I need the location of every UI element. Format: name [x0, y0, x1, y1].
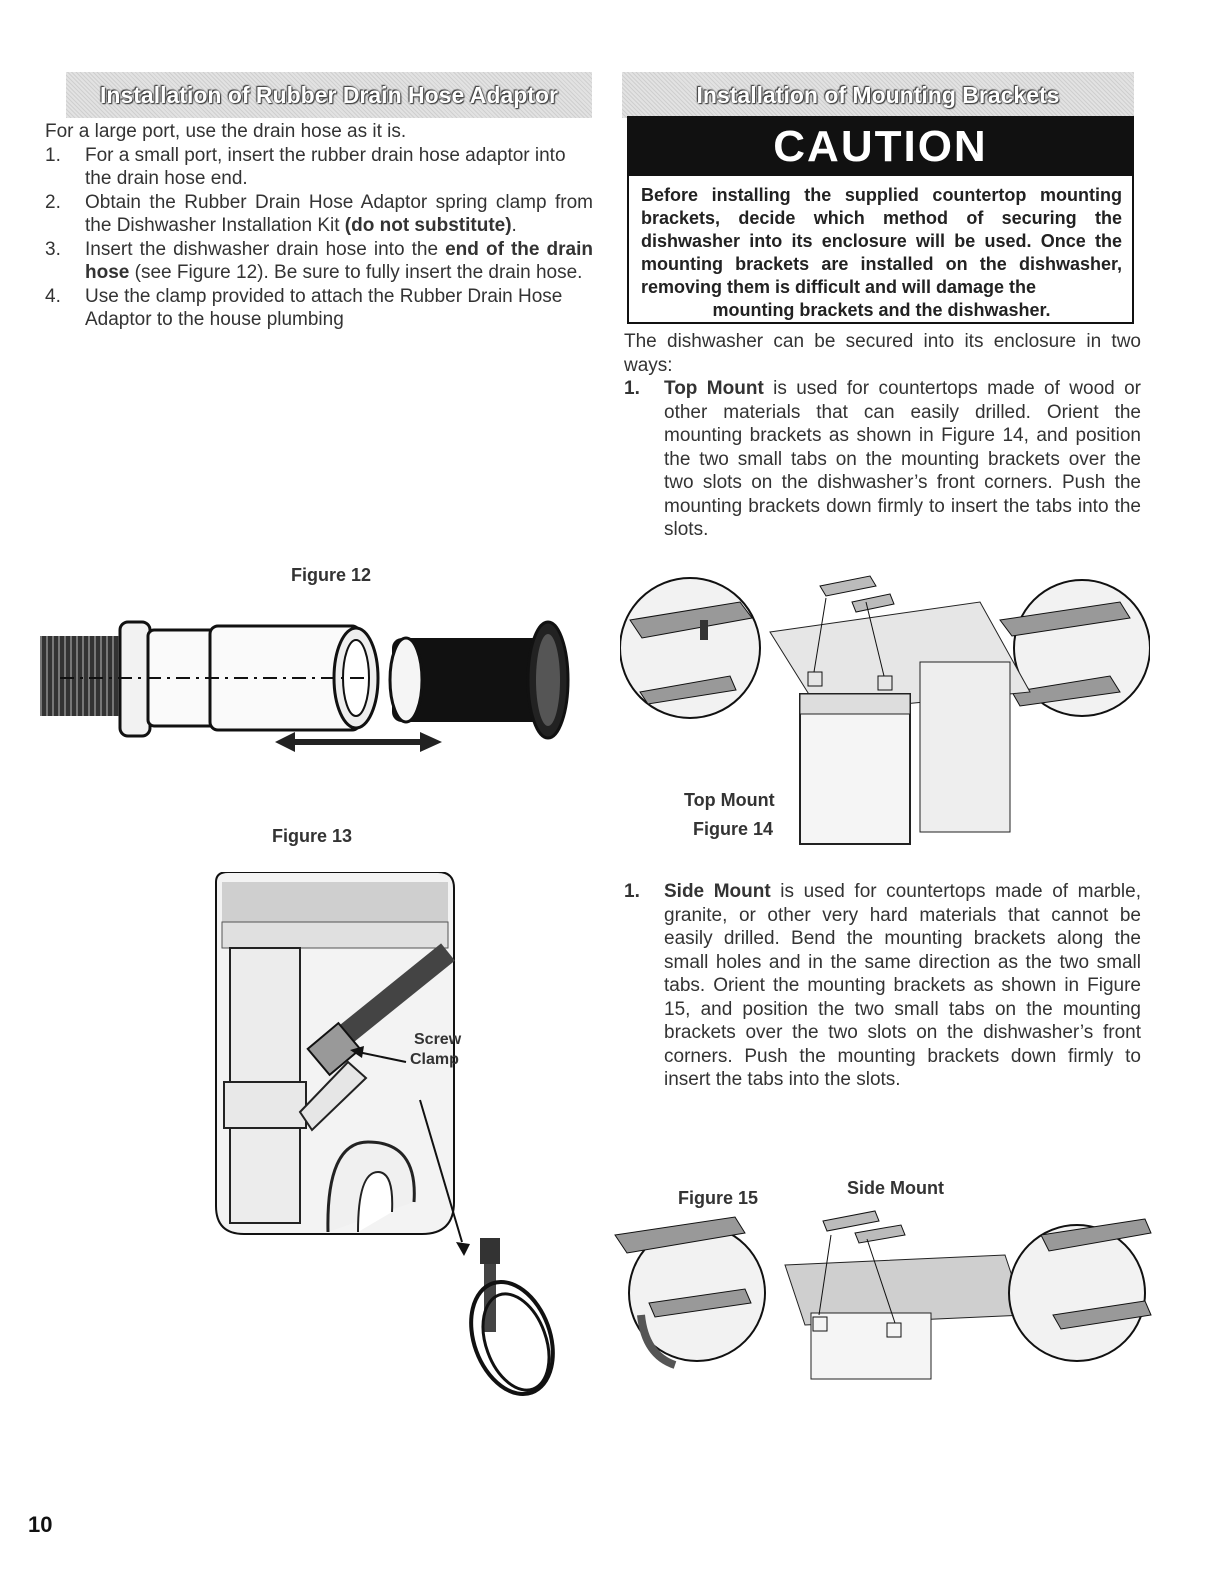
step-text-bold: end of the drain hose — [85, 238, 594, 283]
drain-steps-list — [45, 144, 593, 332]
figure-15-illustration — [605, 1205, 1155, 1380]
clamp-label-line: Clamp — [410, 1051, 459, 1068]
step-number: 1. — [624, 378, 640, 399]
figure-15-label: Figure 15 — [678, 1188, 759, 1208]
caution-last-line: mounting brackets and the dishwasher. — [712, 300, 1051, 320]
step-text: For a small port, insert the rubber drain hose adaptor into the drain hose end. — [85, 144, 566, 189]
screw-clamp-label — [410, 1030, 461, 1070]
intro-text: For a large port, use the drain hose as it is. — [45, 121, 407, 142]
caution-body: Before installing the supplied countertop mounting brackets, decide which method of securing the dishwasher into its enclosure will be used. Once the mounting brackets are installed on the dishwasher, removing them is difficult and will damage the — [641, 185, 1122, 297]
list-item — [624, 880, 1141, 1092]
caution-box — [627, 116, 1134, 324]
left-text-block — [45, 120, 593, 332]
step-text: is used for countertops made of marble, granite, or other very hard materials that cannot be easily drilled. Bend the mounting brackets along the small holes and in the same direction as the two small tabs. Orient the mounting brackets as shown in Figure 15, and position the two small tabs on the mounting brackets over the two slots on the dishwasher’s front corners. Push the mounting brackets down firmly to insert the tabs into the slots. — [664, 881, 1141, 1090]
list-item — [45, 285, 593, 332]
step-number: 3. — [45, 238, 61, 260]
step-text: Insert the dishwasher drain hose into the — [85, 238, 446, 260]
mount-steps-list — [624, 377, 1141, 542]
step-text: (see Figure 12). Be sure to fully insert the drain hose. — [129, 262, 583, 283]
step-text: Obtain the Rubber Drain Hose Adaptor spring clamp from the Dishwasher Installation Kit — [85, 191, 593, 236]
side-mount-label: Side Mount — [847, 1178, 944, 1198]
step-text: is used for countertops made of wood or other materials that can easily drilled. Orient the mounting brackets as shown in Figure 14, and position the two small tabs on the mounting brackets over the two slots on the dishwasher’s front corners. Push the mounting brackets down firmly to insert the tabs into the slots. — [664, 378, 1141, 540]
mount-steps-list-2 — [624, 880, 1141, 1092]
right-text-block — [624, 330, 1141, 542]
section-header-mounting-brackets: Installation of Mounting Brackets — [622, 72, 1134, 118]
section-header-drain-hose: Installation of Rubber Drain Hose Adaptor — [66, 72, 592, 118]
figure-12-illustration — [40, 608, 600, 778]
right-text-block-2 — [624, 880, 1141, 1092]
list-item — [624, 377, 1141, 542]
figure-13-illustration — [208, 872, 588, 1412]
step-number: 1. — [45, 144, 61, 166]
figure-13-label: Figure 13 — [272, 826, 353, 846]
step-text: Use the clamp provided to attach the Rubber Drain Hose Adaptor to the house plumbing — [85, 285, 563, 330]
step-title: Side Mount — [664, 881, 771, 902]
list-item — [45, 238, 593, 285]
list-item — [45, 144, 593, 191]
step-title: Top Mount — [664, 378, 764, 399]
step-number: 4. — [45, 285, 61, 307]
intro-text: The dishwasher can be secured into its enclosure in two ways: — [624, 331, 1141, 376]
figure-12-label: Figure 12 — [291, 565, 372, 585]
list-item — [45, 191, 593, 238]
step-text-bold: (do not substitute) — [344, 215, 512, 236]
caution-title: CAUTION — [629, 118, 1132, 176]
step-number: 1. — [624, 881, 640, 902]
screw-label-line: Screw — [414, 1031, 462, 1048]
step-number: 2. — [45, 191, 61, 213]
caution-text — [629, 176, 1132, 322]
top-mount-caption: Top Mount — [684, 790, 775, 810]
page-number: 10 — [28, 1512, 53, 1537]
step-text: . — [511, 215, 517, 236]
figure-14-label: Figure 14 — [693, 819, 774, 839]
